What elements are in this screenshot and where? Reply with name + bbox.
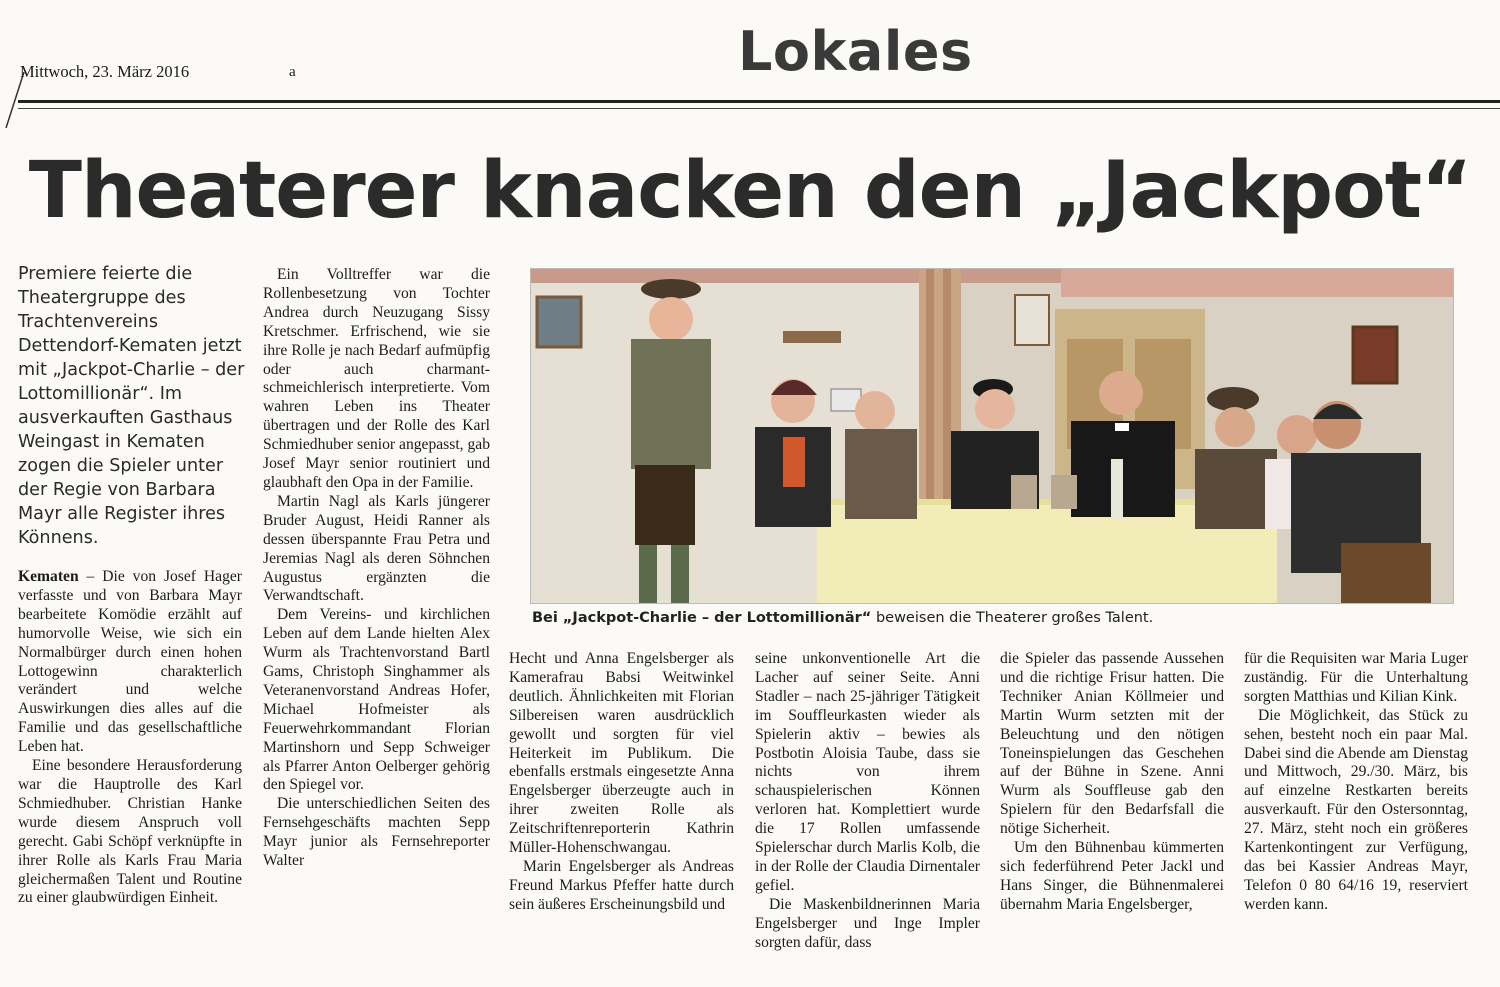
edition-mark: a [289, 64, 296, 80]
paragraph: die Spieler das passende Aussehen und die richtige Frisur hatten. Die Techniker Anian Köllmeier und Martin Wurm setzten mit der Beleuchtung und den nötigen Toneinspielungen das Geschehen auf der Bühne in Szene. Anni Wurm als Souffleuse gab den Spielern für den Bedarfsfall die nötige Sicherheit. [1000, 650, 1224, 838]
text-column-4 [755, 650, 980, 953]
caption-text: beweisen die Theaterer großes Talent. [871, 610, 1154, 626]
caption-bold: Bei „Jackpot-Charlie – der Lottomillionär“ [532, 610, 872, 626]
lead-paragraph: Premiere feierte die Theatergruppe des Trachtenvereins Dettendorf-Kematen jetzt mit „Jackpot-Charlie – der Lottomillionär“. Im ausverkauften Gasthaus Weingast in Kematen zogen die Spieler unter der Regie von Barbara Mayr alle Register ihres Könnens. [18, 264, 245, 548]
paragraph: Die Maskenbildnerinnen Maria Engelsberger und Inge Impler sorgten dafür, dass [755, 895, 980, 951]
text-column-5 [1000, 650, 1224, 915]
paragraph: Ein Volltreffer war die Rollenbesetzung von Tochter Andrea durch Neuzugang Sissy Kretschmer. Erfrischend, wie sie ihre Rolle je nach Bedarf aufmüpfig oder auch charmant-schmeichlerisch interpretierte. Vom wahren Leben ins Theater übertragen und der Rolle des Karl Schmiedhuber senior angepasst, gab Josef Mayr senior routiniert und glaubhaft den Opa in der Familie. [263, 266, 490, 491]
place-name: Kematen [18, 568, 79, 585]
headline: Theaterer knacken den „Jackpot“ [28, 146, 1472, 236]
dateline: Mittwoch, 23. März 2016 [20, 62, 190, 81]
paragraph: Eine besondere Herausforderung war die Hauptrolle des Karl Schmiedhuber. Christian Hanke wurde diesem Anspruch voll gerecht. Gabi Schöpf verknüpfte in ihrer Rolle als Karls Frau Maria gleichermaßen Talent und Routine zu einer glaubwürdigen Einheit. [18, 757, 242, 907]
masthead-rule [18, 100, 1500, 103]
text-column-1 [18, 568, 242, 908]
paragraph: Die unterschiedlichen Seiten des Fernsehgeschäfts machten Sepp Mayr junior als Fernsehreporter Walter [263, 795, 490, 870]
section-title: Lokales [738, 20, 973, 83]
paragraph: Die Möglichkeit, das Stück zu sehen, besteht noch ein paar Mal. Dabei sind die Abende am Dienstag und Mittwoch, 29./30. März, bis auf einzelne Restkarten bereits ausverkauft. Für den Ostersonntag, 27. März, steht noch ein größeres Kartenkontingent zur Verfügung, das bei Kassier Andreas Mayr, Telefon 0 80 64/16 19, reserviert werden kann. [1244, 706, 1468, 913]
paragraph: Kematen – Die von Josef Hager verfasste und von Barbara Mayr bearbeitete Komödie erzählt auf humorvolle Weise, wie sich ein Normalbürger durch einen hohen Lottogewinn charakterlich verändert und welche Auswirkungen dies alles auf die Familie und das gesellschaftliche Leben hat. [18, 568, 242, 756]
text-column-2 [263, 266, 490, 871]
paragraph: Martin Nagl als Karls jüngerer Bruder August, Heidi Ranner als dessen überspannte Frau Petra und Jeremias Nagl als deren Söhnchen Augustus ergänzten die Verwandtschaft. [263, 492, 490, 605]
paragraph: Marin Engelsberger als Andreas Freund Markus Pfeffer hatte durch sein äußeres Erscheinungsbild und [509, 857, 734, 913]
stage-photo-icon [531, 269, 1453, 603]
text-column-3 [509, 650, 734, 915]
paragraph: Um den Bühnenbau kümmerten sich federführend Peter Jackl und Hans Singer, die Bühnenmalerei übernahm Maria Engelsberger, [1000, 839, 1224, 913]
photo-caption [532, 610, 1452, 626]
paragraph: für die Requisiten war Maria Luger zuständig. Für die Unterhaltung sorgten Matthias und Kilian Kink. [1244, 650, 1468, 705]
paragraph: Dem Vereins- und kirchlichen Leben auf dem Lande hielten Alex Wurm als Trachtenvorstand Bartl Gams, Christoph Singhammer als Veteranenvorstand Andreas Hofer, Michael Hofmeister als Feuerwehrkommandant Florian Martinshorn und Sepp Schweiger als Pfarrer Anton Oelberger gehörig den Spiegel vor. [263, 606, 490, 794]
paragraph: seine unkonventionelle Art die Lacher auf seiner Seite. Anni Stadler – nach 25-jähriger Tätigkeit im Souffleurkasten wieder als Spielerin aktiv – bewies als Postbotin Aloisia Taube, dass sie nichts von ihrem schauspielerischen Können verloren hat. Komplettiert wurde die 17 Rollen umfassende Spielerschar durch Marlis Kolb, die in der Rolle der Claudia Dirnentaler gefiel. [755, 650, 980, 894]
text-column-6 [1244, 650, 1468, 915]
paragraph: Hecht und Anna Engelsberger als Kamerafrau Babsi Weitwinkel deutlich. Ähnlichkeiten mit Florian Silbereisen waren ausdrücklich gewollt und sorgten für viel Heiterkeit im Publikum. Die ebenfalls erstmals eingesetzte Anna Engelsberger überzeugte auch in ihrer zweiten Rolle als Zeitschriftenreporterin Kathrin Müller-Hohenschwangau. [509, 650, 734, 857]
stage-photo [530, 268, 1454, 604]
masthead-rule-thin [18, 108, 1500, 109]
